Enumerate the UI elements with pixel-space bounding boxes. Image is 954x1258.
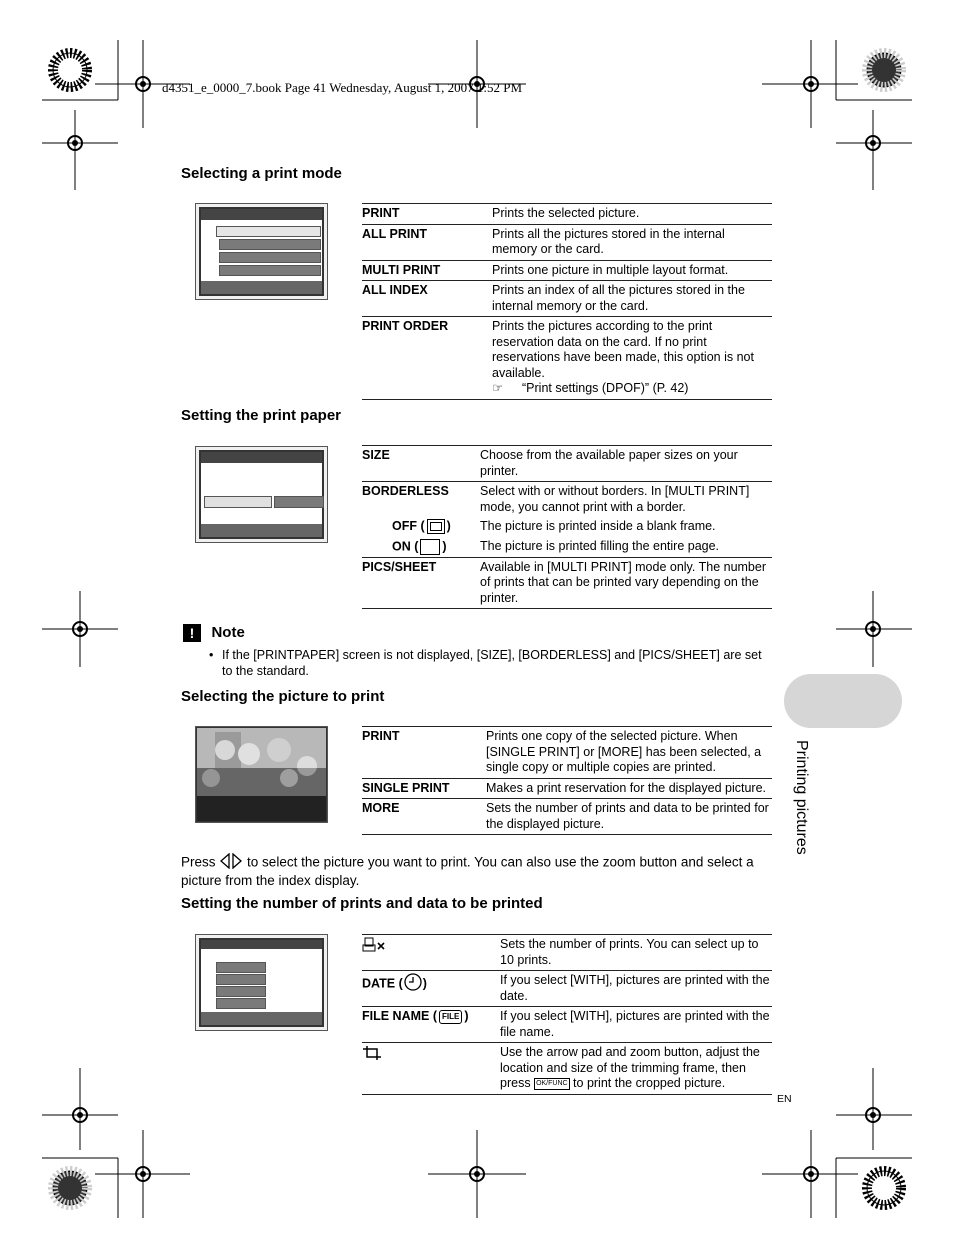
note-item bbox=[209, 647, 771, 679]
print-mode-table bbox=[362, 203, 772, 400]
option-key: SIZE bbox=[362, 446, 480, 482]
option-key: PRINT bbox=[362, 204, 492, 225]
print-paper-table bbox=[362, 445, 772, 609]
instruction-paragraph: Press to select the picture you want to print. You can also use the zoom button and select a picture from the index display. bbox=[181, 854, 754, 888]
option-desc: Prints one picture in multiple layout format. bbox=[492, 260, 772, 281]
prints-data-table bbox=[362, 934, 772, 1095]
table-row bbox=[362, 557, 772, 609]
option-desc: If you select [WITH], pictures are printed with the file name. bbox=[500, 1007, 772, 1043]
option-key: FILE NAME ( bbox=[362, 1009, 437, 1023]
table-row bbox=[362, 281, 772, 317]
arrow-left-right-icon bbox=[219, 853, 243, 873]
table-row bbox=[362, 204, 772, 225]
section-title-print-mode: Selecting a print mode bbox=[181, 165, 342, 182]
table-row bbox=[362, 727, 772, 779]
language-code: EN bbox=[777, 1093, 792, 1105]
exclamation-icon: ! bbox=[183, 624, 201, 642]
option-desc: Sets the number of prints and data to be printed for the displayed picture. bbox=[486, 799, 772, 835]
table-row bbox=[362, 224, 772, 260]
picture-select-table bbox=[362, 726, 772, 835]
chapter-label: Printing pictures bbox=[793, 740, 810, 855]
section-title-print-paper: Setting the print paper bbox=[181, 407, 342, 424]
ok-func-button-icon: OK/FUNC bbox=[534, 1078, 570, 1090]
option-desc: Available in [MULTI PRINT] mode only. The number of prints that can be printed vary depending on the printer. bbox=[480, 557, 772, 609]
note-title: Note bbox=[211, 624, 245, 641]
trim-icon bbox=[362, 1045, 382, 1066]
chapter-tab bbox=[784, 674, 902, 728]
option-key: MULTI PRINT bbox=[362, 260, 492, 281]
bullet: • bbox=[209, 648, 214, 662]
option-desc: Prints an index of all the pictures stored in the internal memory or the card. bbox=[492, 281, 772, 317]
option-key: ALL PRINT bbox=[362, 224, 492, 260]
note-text: If the [PRINTPAPER] screen is not displayed, [SIZE], [BORDERLESS] and [PICS/SHEET] are set to the standard. bbox=[222, 648, 762, 678]
option-key: DATE ( bbox=[362, 976, 403, 991]
clock-icon bbox=[403, 973, 423, 996]
option-desc: If you select [WITH], pictures are printed with the date. bbox=[500, 971, 772, 1007]
table-row bbox=[362, 482, 772, 518]
table-row bbox=[362, 317, 772, 400]
option-desc: Select with or without borders. In [MULTI PRINT] mode, you cannot print with a border. bbox=[480, 482, 772, 518]
file-icon: FILE bbox=[439, 1010, 462, 1024]
option-key: OFF ( bbox=[392, 519, 425, 533]
option-key: MORE bbox=[362, 799, 486, 835]
option-desc: The picture is printed filling the entire page. bbox=[480, 538, 720, 553]
option-desc: The picture is printed inside a blank frame. bbox=[480, 519, 716, 533]
frame-border-icon bbox=[427, 519, 445, 534]
option-desc: Prints the selected picture. bbox=[492, 204, 772, 225]
table-row bbox=[362, 935, 772, 971]
note-box bbox=[183, 624, 245, 642]
section-title-prints-data: Setting the number of prints and data to be printed bbox=[181, 895, 543, 912]
table-row bbox=[362, 446, 772, 482]
option-desc: Use the arrow pad and zoom button, adjust the location and size of the trimming frame, then press bbox=[500, 1045, 760, 1090]
table-row: Use the arrow pad and zoom button, adjust the location and size of the trimming frame, then press OK/FUNC to print the cropped picture. bbox=[362, 1043, 772, 1095]
print-paper-screen bbox=[195, 446, 328, 543]
table-row: DATE ( ) If you select [WITH], pictures are printed with the date. bbox=[362, 971, 772, 1007]
option-key: SINGLE PRINT bbox=[362, 778, 486, 799]
print-count-icon bbox=[362, 937, 386, 958]
option-key: PRINT bbox=[362, 727, 486, 779]
prints-data-screen bbox=[195, 934, 328, 1031]
table-row bbox=[362, 778, 772, 799]
book-header: d4351_e_0000_7.book Page 41 Wednesday, August 1, 2007 1:52 PM bbox=[162, 80, 523, 95]
option-key: ALL INDEX bbox=[362, 281, 492, 317]
print-mode-screen bbox=[195, 203, 328, 300]
option-key: PICS/SHEET bbox=[362, 557, 480, 609]
table-row bbox=[362, 799, 772, 835]
pointing-hand-icon: ☞ bbox=[492, 381, 504, 395]
frame-full-icon bbox=[420, 539, 440, 555]
option-key: ON ( bbox=[392, 538, 419, 553]
section-title-picture-select: Selecting the picture to print bbox=[181, 688, 385, 705]
option-desc: Prints all the pictures stored in the internal memory or the card. bbox=[492, 224, 772, 260]
table-row bbox=[362, 260, 772, 281]
page-reference-link[interactable]: “Print settings (DPOF)” (P. 42) bbox=[522, 381, 689, 395]
table-row: ON ( ) The picture is printed filling the entire page. bbox=[362, 537, 772, 558]
table-row: FILE NAME ( FILE ) If you select [WITH], pictures are printed with the file name. bbox=[362, 1007, 772, 1043]
option-key: PRINT ORDER bbox=[362, 317, 492, 400]
option-key: BORDERLESS bbox=[362, 482, 480, 518]
picture-select-screen bbox=[195, 726, 328, 823]
option-desc: Sets the number of prints. You can select up to 10 prints. bbox=[500, 935, 772, 971]
option-desc: Prints the pictures according to the print reservation data on the card. If no print reservations have been made, this option is not available. bbox=[492, 319, 754, 380]
option-desc: Makes a print reservation for the displayed picture. bbox=[486, 778, 772, 799]
option-desc: Choose from the available paper sizes on your printer. bbox=[480, 446, 772, 482]
option-desc: Prints one copy of the selected picture. When [SINGLE PRINT] or [MORE] has been selected, a single copy or multiple copies are printed. bbox=[486, 727, 772, 779]
table-row: OFF ( ) The picture is printed inside a blank frame. bbox=[362, 517, 772, 537]
